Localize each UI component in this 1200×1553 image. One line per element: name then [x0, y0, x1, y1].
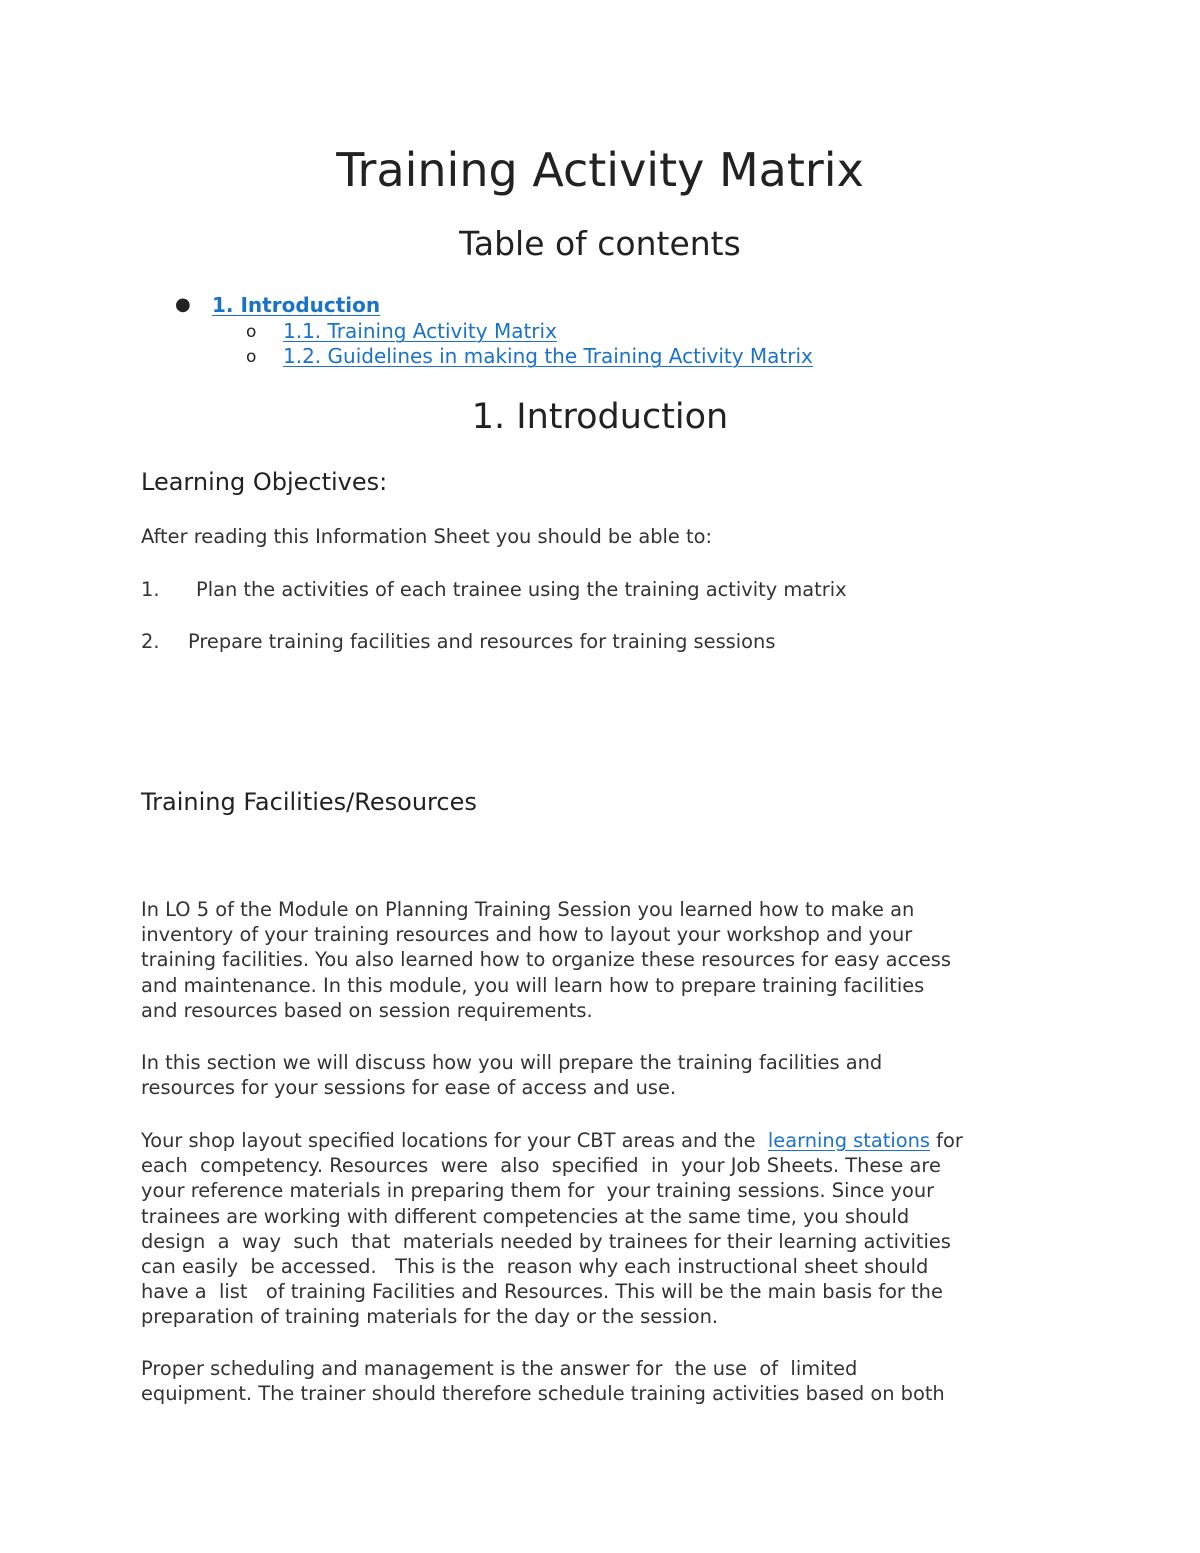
bullet-circle-icon: o [246, 347, 257, 367]
text-line [141, 1128, 1071, 1153]
objective-number: 1. [141, 578, 160, 601]
text-line: Proper scheduling and management is the answer for the use of limited [141, 1357, 858, 1380]
text-line: resources for your sessions for ease of access and use. [141, 1076, 677, 1100]
text-line: equipment. The trainer should therefore schedule training activities based on both [141, 1382, 945, 1406]
text-segment: for [930, 1129, 963, 1152]
objective-item [141, 577, 847, 602]
toc-item-training-activity-matrix [246, 318, 557, 344]
text-line: can easily be accessed. This is the reason why each instructional sheet should [141, 1255, 929, 1279]
learning-objectives-heading: Learning Objectives: [141, 468, 388, 496]
toc-item-introduction [175, 292, 381, 318]
objective-text: Prepare training facilities and resources for training sessions [188, 630, 776, 653]
text-line: and maintenance. In this module, you will learn how to prepare training facilities [141, 973, 925, 997]
toc-link-training-activity-matrix[interactable]: 1.1. Training Activity Matrix [283, 319, 557, 343]
text-line: trainees are working with different competencies at the same time, you should [141, 1204, 910, 1228]
objective-text: Plan the activities of each trainee using the training activity matrix [196, 578, 847, 601]
learning-stations-link[interactable]: learning stations [767, 1129, 931, 1152]
paragraph-shop-layout [141, 1128, 1071, 1330]
paragraph-lo5 [141, 897, 1071, 1023]
bullet-disc-icon: ● [175, 294, 191, 315]
objective-number: 2. [141, 630, 160, 653]
text-line: your reference materials in preparing them for your training sessions. Since your [141, 1179, 935, 1203]
training-facilities-heading: Training Facilities/Resources [141, 788, 477, 816]
text-line: have a list of training Facilities and Resources. This will be the main basis for the [141, 1280, 943, 1304]
text-line: each competency. Resources were also specified in your Job Sheets. These are [141, 1154, 941, 1178]
text-line: In LO 5 of the Module on Planning Training Session you learned how to make an [141, 898, 915, 921]
text-line: training facilities. You also learned how to organize these resources for easy access [141, 948, 951, 972]
objective-item [141, 629, 776, 654]
text-line: inventory of your training resources and how to layout your workshop and your [141, 923, 913, 947]
toc-link-introduction[interactable]: 1. Introduction [212, 293, 381, 317]
text-line: In this section we will discuss how you will prepare the training facilities and [141, 1051, 883, 1074]
text-line: and resources based on session requirements. [141, 998, 593, 1022]
document-title: Training Activity Matrix [336, 143, 864, 197]
text-line: design a way such that materials needed by trainees for their learning activities [141, 1229, 951, 1253]
toc-link-guidelines[interactable]: 1.2. Guidelines in making the Training Activity Matrix [283, 344, 813, 368]
text-line: preparation of training materials for the day or the session. [141, 1305, 719, 1329]
paragraph-this-section [141, 1050, 1071, 1100]
section-heading-introduction: 1. Introduction [471, 397, 729, 437]
paragraph-scheduling [141, 1356, 1071, 1406]
objectives-intro: After reading this Information Sheet you should be able to: [141, 525, 712, 548]
bullet-circle-icon: o [246, 322, 257, 342]
text-segment: Your shop layout specified locations for your CBT areas and the [141, 1129, 768, 1152]
toc-item-guidelines [246, 343, 813, 369]
toc-heading: Table of contents [459, 224, 741, 263]
